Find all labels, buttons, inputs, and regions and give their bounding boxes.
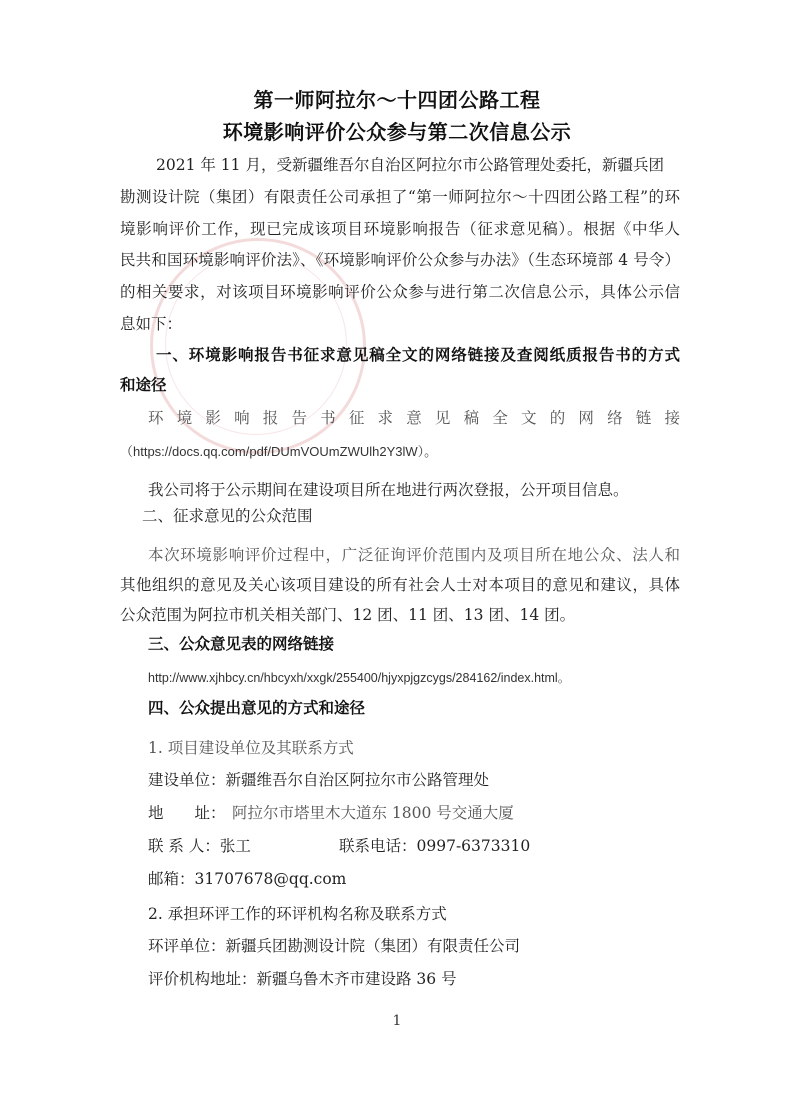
builder-unit: 建设单位：新疆维吾尔自治区阿拉尔市公路管理处 (148, 771, 490, 789)
intro-line-2: 勘测设计院（集团）有限责任公司承担了“第一师阿拉尔～十四团公路工程”的环 (120, 188, 680, 206)
contact-phone: 联系电话：0997-6373310 (339, 837, 531, 855)
section-2-line-3: 公众范围为阿拉市机关相关部门、12 团、11 团、13 团、14 团。 (120, 606, 576, 624)
intro-line-1: 2021 年 11 月，受新疆维吾尔自治区阿拉尔市公路管理处委托，新疆兵团 (156, 156, 664, 174)
section-1-report-link[interactable]: （https://docs.qq.com/pdf/DUmVOUmZWUlh2Y3lW）。 (120, 444, 438, 459)
section-2-line-1: 本次环境影响评价过程中，广泛征询评价范围内及项目所在地公众、法人和 (148, 546, 680, 564)
section-4-sub-1: 1. 项目建设单位及其联系方式 (148, 739, 354, 757)
section-1-newspaper-note: 我公司将于公示期间在建设项目所在地进行两次登报，公开项目信息。 (148, 481, 629, 499)
section-2-line-2: 其他组织的意见及关心该项目建设的所有社会人士对本项目的意见和建议，具体 (120, 576, 680, 594)
document-title-line2: 环境影响评价公众参与第二次信息公示 (222, 120, 572, 144)
document-title-line1: 第一师阿拉尔～十四团公路工程 (253, 88, 541, 112)
section-1-heading-cont: 和途径 (120, 376, 167, 394)
intro-line-6: 息如下： (120, 315, 183, 333)
section-1-link-text: 环境影响报告书征求意见稿全文的网络链接 (148, 409, 680, 427)
section-4-heading: 四、公众提出意见的方式和途径 (148, 699, 366, 717)
section-1-heading: 一、环境影响报告书征求意见稿全文的网络链接及查阅纸质报告书的方式 (156, 346, 680, 364)
section-4-sub-2: 2. 承担环评工作的环评机构名称及联系方式 (148, 905, 447, 923)
intro-line-4: 民共和国环境影响评价法》、《环境影响评价公众参与办法》（生态环境部 4 号令） (120, 251, 680, 269)
eia-address: 评价机构地址：新疆乌鲁木齐市建设路 36 号 (148, 970, 457, 988)
contact-email: 邮箱：31707678@qq.com (148, 870, 347, 888)
section-2-heading: 二、征求意见的公众范围 (142, 507, 313, 525)
intro-line-3: 境影响评价工作，现已完成该项目环境影响报告（征求意见稿）。根据《中华人 (120, 220, 680, 238)
page-number: 1 (392, 1013, 402, 1029)
builder-address-label: 地 址： (148, 804, 226, 822)
builder-address: 阿拉尔市塔里木大道东 1800 号交通大厦 (232, 804, 514, 822)
eia-unit: 环评单位：新疆兵团勘测设计院（集团）有限责任公司 (148, 937, 521, 955)
section-3-heading: 三、公众意见表的网络链接 (148, 635, 335, 653)
contact-person: 联 系 人：张工 (148, 837, 251, 855)
section-3-form-link[interactable]: http://www.xjhbcy.cn/hbcyxh/xxgk/255400/hjyxpjgzcygs/284162/index.html。 (148, 671, 571, 685)
intro-line-5: 的相关要求，对该项目环境影响评价公众参与进行第二次信息公示，具体公示信 (120, 283, 680, 301)
